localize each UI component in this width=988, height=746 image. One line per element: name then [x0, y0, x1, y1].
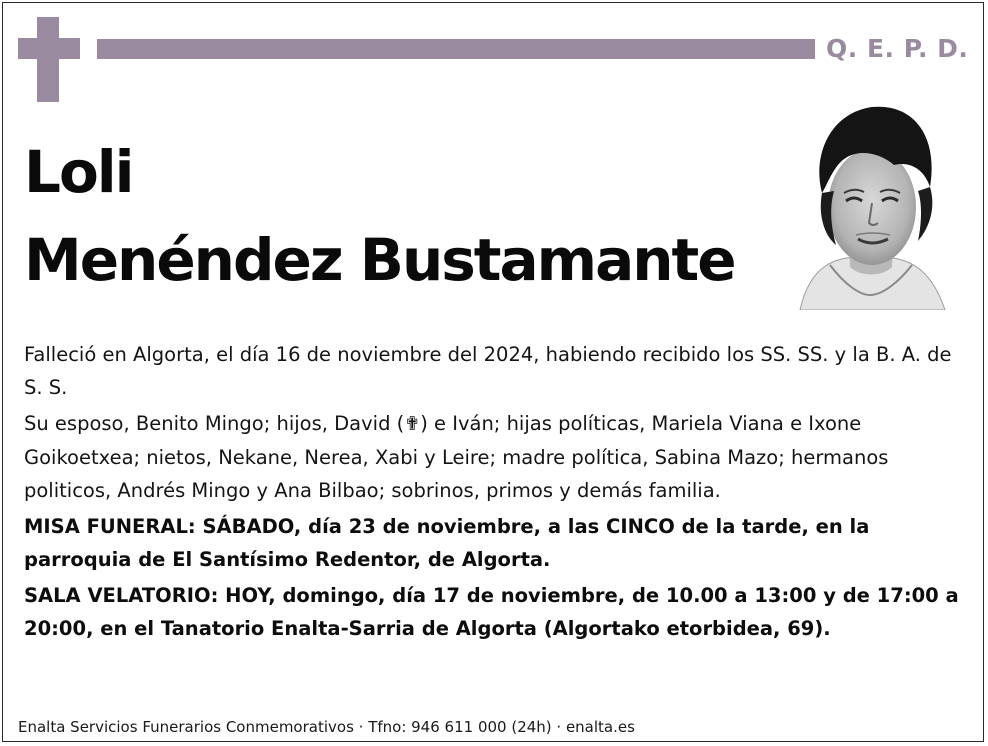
deceased-first-name: Loli — [24, 138, 133, 206]
family-list — [24, 407, 964, 507]
funeral-mass-info: MISA FUNERAL: SÁBADO, día 23 de noviembre, a las CINCO de la tarde, en la parroquia de El Santísimo Redentor, de Algorta. — [24, 515, 870, 571]
death-notice: Falleció en Algorta, el día 16 de noviembre del 2024, habiendo recibido los SS. SS. y la B. A. de S. S. — [24, 343, 952, 399]
portrait-photo — [790, 95, 950, 310]
footer-contact: Enalta Servicios Funerarios Conmemorativos · Tfno: 946 611 000 (24h) · enalta.es — [18, 718, 635, 736]
wake-room-info: SALA VELATORIO: HOY, domingo, día 17 de noviembre, de 10.00 a 13:00 y de 17:00 a 20:00, en el Tanatorio Enalta-Sarria de Algorta (Algortako etorbidea, 69). — [24, 584, 959, 640]
qepd-label: Q. E. P. D. — [826, 34, 969, 63]
family-list-part-1: Su esposo, Benito Mingo; hijos, David ( — [24, 412, 405, 435]
family-list-part-2: ) e Iván; hijas políticas, Mariela Viana e Ixone Goikoetxea; nietos, Nekane, Nerea, Xabi y Leire; madre política, Sabina Mazo; hermanos politicos, Andrés Mingo y Ana Bilbao; sobrinos, primos y demás familia. — [24, 412, 889, 502]
deceased-last-name: Menéndez Bustamante — [24, 226, 735, 294]
cross-icon-horizontal — [18, 38, 80, 59]
header-rule — [97, 39, 815, 59]
cross-icon-vertical — [37, 17, 59, 102]
obituary-body — [24, 338, 964, 648]
cross-icon: ✟ — [404, 413, 421, 435]
